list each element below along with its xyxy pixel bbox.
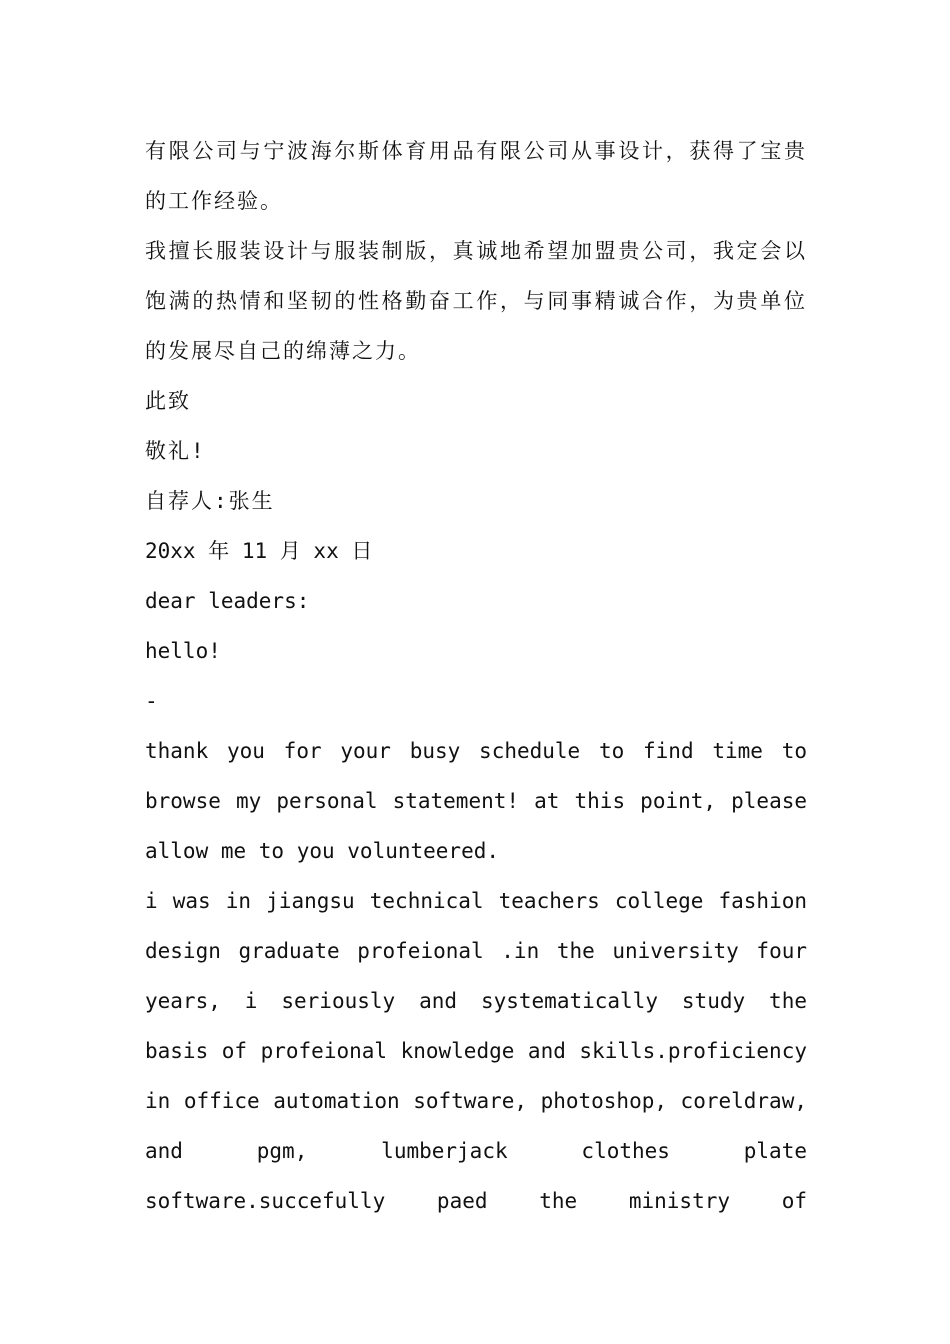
date-line: 20xx 年 11 月 xx 日 (145, 539, 373, 563)
closing-salutation: 此致 (145, 389, 191, 413)
letter-body (145, 126, 807, 1226)
signature-line: 自荐人:张生 (145, 489, 275, 513)
paragraph-experience: 有限公司与宁波海尔斯体育用品有限公司从事设计，获得了宝贵的工作经验。 (145, 139, 807, 213)
separator-dash: - (145, 689, 158, 713)
paragraph-skills: 我擅长服装设计与服装制版，真诚地希望加盟贵公司，我定会以饱满的热情和坚韧的性格勤奋工作，与同事精诚合作，为贵单位的发展尽自己的绵薄之力。 (145, 239, 807, 363)
paragraph-education: i was in jiangsu technical teachers college fashion design graduate profeional .in the university four years, i seriously and systematically study the basis of profeional knowledge and skills.proficiency in office automation software, photoshop, coreldraw, and pgm, lumberjack clothes plate software.succefully paed the ministry of (145, 889, 807, 1213)
greeting-line: dear leaders: (145, 589, 310, 613)
hello-line: hello! (145, 639, 221, 663)
closing-regards: 敬礼! (145, 439, 206, 463)
paragraph-thanks: thank you for your busy schedule to find time to browse my personal statement! at this point, please allow me to you volunteered. (145, 739, 807, 863)
